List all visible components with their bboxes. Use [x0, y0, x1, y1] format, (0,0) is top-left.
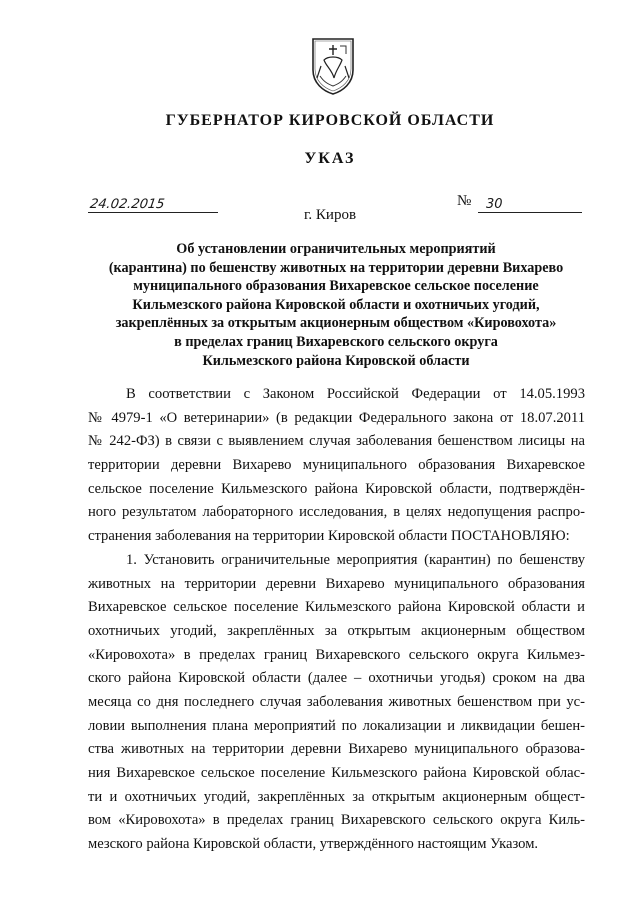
city: г. Киров	[303, 207, 357, 223]
body-line: «Кировохота» в пределах границ Вихаревского сельского округа Кильмез-	[88, 646, 585, 663]
title-line: Кильмезского района Кировской области и охотничьих угодий,	[132, 296, 540, 313]
number-value: 30	[486, 197, 503, 212]
body-line: В соответствии с Законом Российской Федерации от 14.05.1993	[126, 386, 585, 402]
title-line: (карантина) по бешенству животных на территории деревни Вихарево	[108, 259, 564, 276]
body-line: № 4979-1 «О ветеринарии» (в редакции Федерального закона от 18.07.2011	[88, 409, 585, 426]
coat-of-arms-icon	[310, 36, 356, 96]
decree-body	[88, 383, 585, 857]
decree-title	[96, 240, 576, 370]
document-type: УКАЗ	[304, 150, 356, 167]
body-line: сельское поселение Кильмезского района Кировской области, подтверждён-	[88, 480, 585, 497]
body-line: мезского района Кировской области, утверждённого настоящим Указом.	[88, 836, 539, 853]
number-label: №	[457, 193, 472, 209]
body-line: № 242-ФЗ) в связи с выявлением случая заболевания бешенством лисицы на	[88, 433, 585, 450]
body-line: вом «Кировохота» в пределах границ Вихаревского сельского округа Киль-	[88, 812, 585, 829]
body-line: странения заболевания на территории Кировской области ПОСТАНОВЛЯЮ:	[88, 528, 570, 545]
body-line: ти и охотничьих угодий, закреплённых за открытым акционерным общест-	[88, 788, 585, 805]
title-line: муниципального образования Вихаревское сельское поселение	[133, 278, 539, 295]
body-line: Вихаревское сельское поселение Кильмезского района Кировской области и	[88, 599, 585, 616]
body-line: животных на территории деревни Вихарево муниципального образования	[88, 575, 585, 592]
title-line: в пределах границ Вихаревского сельского округа	[174, 333, 498, 350]
issuing-authority: ГУБЕРНАТОР КИРОВСКОЙ ОБЛАСТИ	[165, 112, 495, 129]
body-line: охотничьих угодий, закреплённых за открытым акционерным обществом	[88, 622, 585, 639]
body-line: месяца со дня последнего случая заболевания животных бешенством при ус-	[88, 693, 585, 710]
body-line: территории деревни Вихарево муниципального образования Вихаревское	[88, 457, 585, 474]
body-line: ства животных на территории деревни Вихарево муниципального образова-	[88, 741, 585, 758]
title-line: Об установлении ограничительных мероприятий	[176, 241, 496, 257]
body-line: ского района Кировской области (далее – охотничьи угодья) сроком на два	[88, 670, 585, 687]
title-line: Кильмезского района Кировской области	[202, 352, 470, 369]
body-line: 1. Установить ограничительные мероприятия (карантин) по бешенству	[126, 551, 585, 568]
body-line: ловии выполнения плана мероприятий по локализации и ликвидации бешен-	[88, 717, 585, 734]
body-line: ния Вихаревское сельское поселение Кильмезского района Кировской облас-	[88, 765, 585, 781]
body-line: ного результатом лабораторного исследования, в целях недопущения распро-	[88, 504, 585, 521]
date-value: 24.02.2015	[88, 197, 166, 212]
title-line: закреплённых за открытым акционерным обществом «Кировохота»	[115, 315, 557, 332]
